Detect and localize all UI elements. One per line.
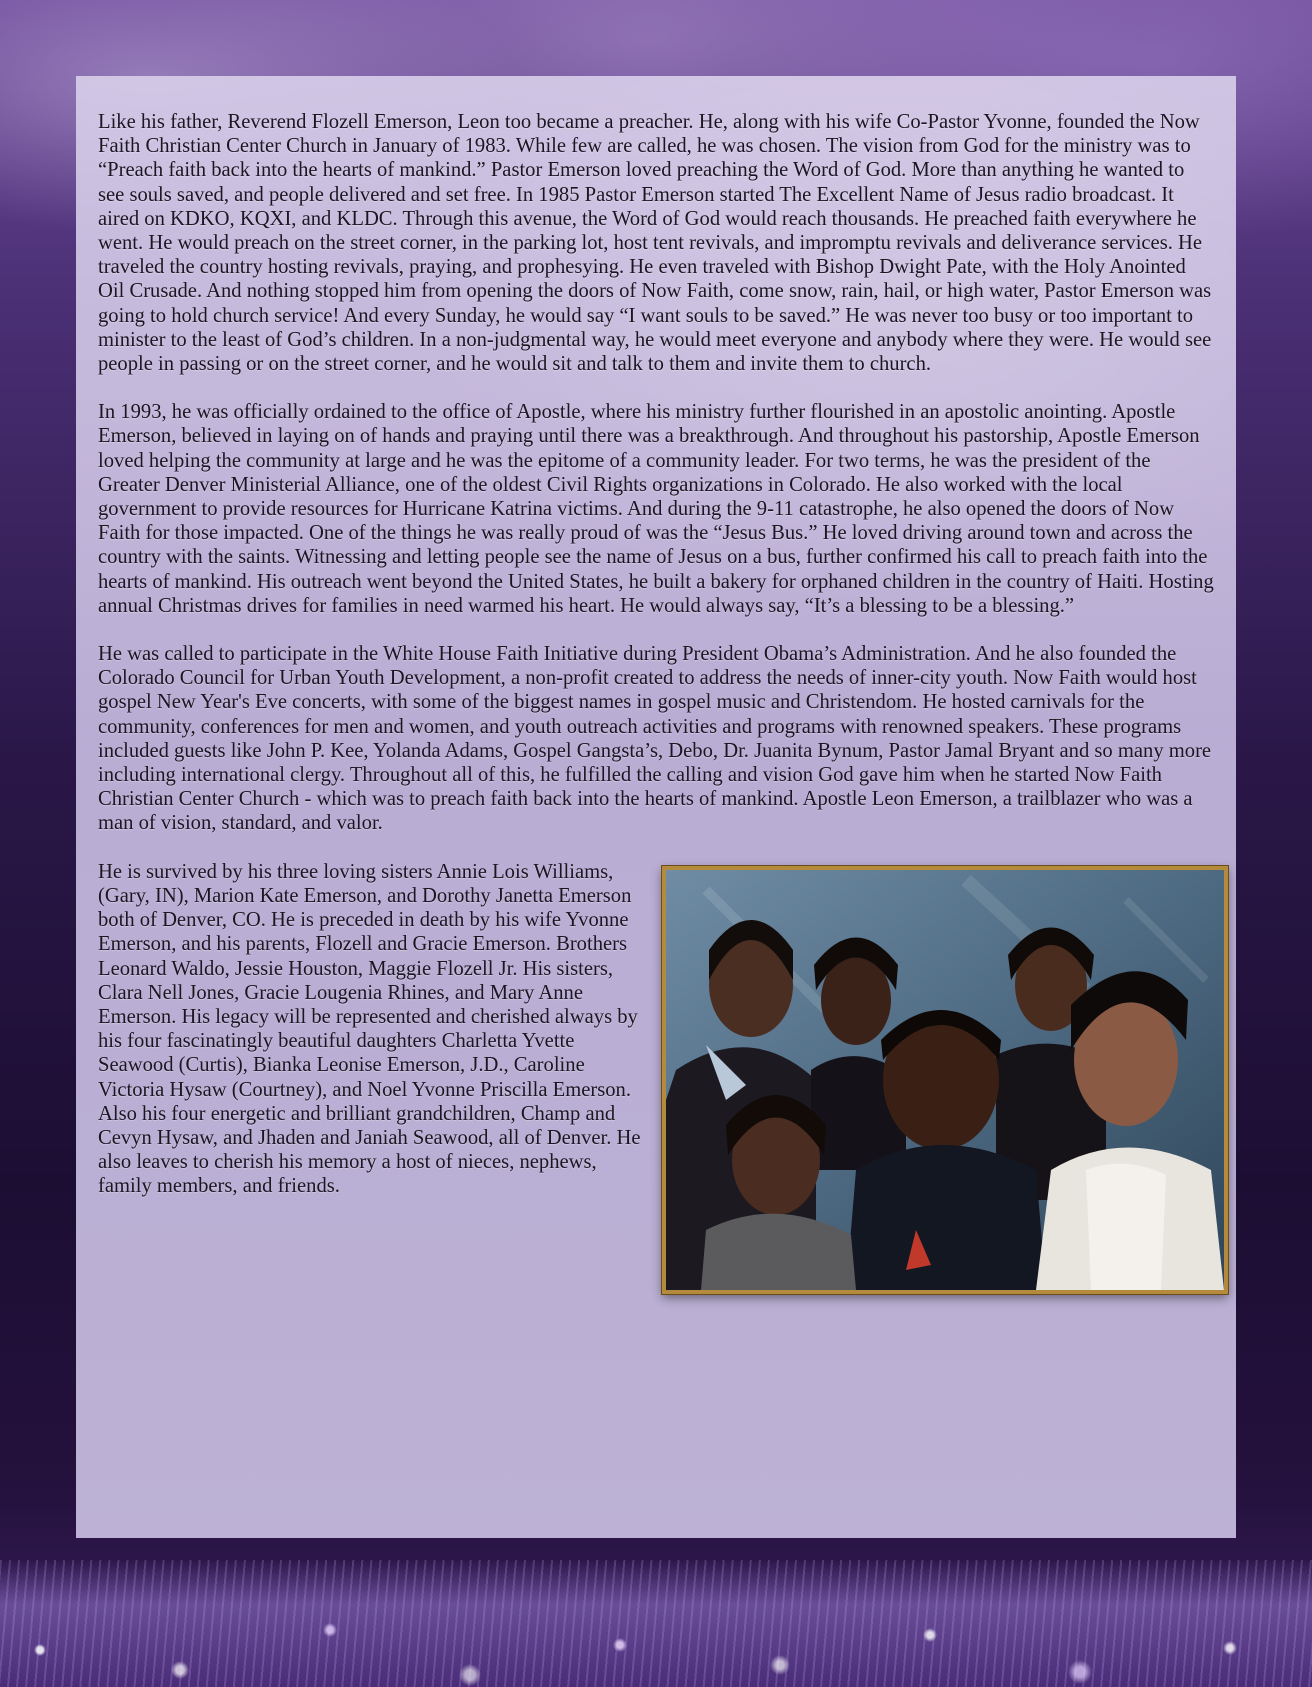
tribute-text-panel <box>76 76 1236 1538</box>
glitter-background-decoration <box>0 1560 1312 1687</box>
survived-by-section <box>98 860 1214 1300</box>
survived-by-paragraph: He is survived by his three loving sisters Annie Lois Williams, (Gary, IN), Marion Kate Emerson, and Dorothy Janetta Emerson both of Denver, CO. He is preceded in death by his wife Yvonne Emerson, and his parents, Flozell and Gracie Emerson. Brothers Leonard Waldo, Jessie Houston, Maggie Flozell Jr. His sisters, Clara Nell Jones, Gracie Lougenia Rhines, and Mary Anne Emerson. His legacy will be represented and cherished always by his four fascinatingly beautiful daughters Charletta Yvette Seawood (Curtis), Bianka Leonise Emerson, J.D., Caroline Victoria Hysaw (Courtney), and Noel Yvonne Priscilla Emerson. Also his four energetic and brilliant grandchildren, Champ and Cevyn Hysaw, and Jhaden and Janiah Seawood, all of Denver. He also leaves to cherish his memory a host of nieces, nephews, family members, and friends. <box>98 860 641 1198</box>
biography-paragraph-apostle: In 1993, he was officially ordained to the office of Apostle, where his ministry further flourished in an apostolic anointing. Apostle Emerson, believed in laying on of hands and praying until there was a breakthrough. And throughout his pastorship, Apostle Emerson loved helping the community at large and he was the epitome of a community leader. For two terms, he was the president of the Greater Denver Ministerial Alliance, one of the oldest Civil Rights organizations in Colorado. He also worked with the local government to provide resources for Hurricane Katrina victims. And during the 9-11 catastrophe, he also opened the doors of Now Faith for those impacted. One of the things he was really proud of was the “Jesus Bus.” He loved driving around town and across the country with the saints. Witnessing and letting people see the name of Jesus on a bus, further confirmed his call to preach faith into the hearts of mankind. His outreach went beyond the United States, he built a bakery for orphaned children in the country of Haiti. Hosting annual Christmas drives for families in need warmed his heart. He would always say, “It’s a blessing to be a blessing.” <box>98 401 1214 617</box>
biography-paragraph-community: He was called to participate in the White House Faith Initiative during President Obama’s Administration. And he also founded the Colorado Council for Urban Youth Development, a non-profit created to address the needs of inner-city youth. Now Faith would host gospel New Year's Eve concerts, with some of the biggest names in gospel music and Christendom. He hosted carnivals for the community, conferences for men and women, and youth outreach activities and programs with renowned speakers. These programs included guests like John P. Kee, Yolanda Adams, Gospel Gangsta’s, Debo, Dr. Juanita Bynum, Pastor Jamal Bryant and so many more including international clergy. Throughout all of this, he fulfilled the calling and vision God gave him when he started Now Faith Christian Center Church - which was to preach faith back into the hearts of mankind. Apostle Leon Emerson, a trailblazer who was a man of vision, standard, and valor. <box>98 643 1212 835</box>
family-portrait-photo <box>666 870 1224 1290</box>
biography-paragraph-ministry: Like his father, Reverend Flozell Emerson, Leon too became a preacher. He, along with his wife Co-Pastor Yvonne, founded the Now Faith Christian Center Church in January of 1983. While few are called, he was chosen. The vision from God for the ministry was to “Preach faith back into the hearts of mankind.” Pastor Emerson loved preaching the Word of God. More than anything he wanted to see souls saved, and people delivered and set free. In 1985 Pastor Emerson started The Excellent Name of Jesus radio broadcast. It aired on KDKO, KQXI, and KLDC. Through this avenue, the Word of God would reach thousands. He preached faith everywhere he went. He would preach on the street corner, in the parking lot, host tent revivals, and impromptu revivals and deliverance services. He traveled the country hosting revivals, praying, and prophesying. He even traveled with Bishop Dwight Pate, with the Holy Anointed Oil Crusade. And nothing stopped him from opening the doors of Now Faith, come snow, rain, hail, or high water, Pastor Emerson was going to hold church service! And every Sunday, he would say “I want souls to be saved.” He was never too busy or too important to minister to the least of God’s children. In a non-judgmental way, he would meet everyone and anybody where they were. He would see people in passing or on the street corner, and he would sit and talk to them and invite them to church. <box>98 111 1212 376</box>
family-photo <box>662 866 1228 1294</box>
